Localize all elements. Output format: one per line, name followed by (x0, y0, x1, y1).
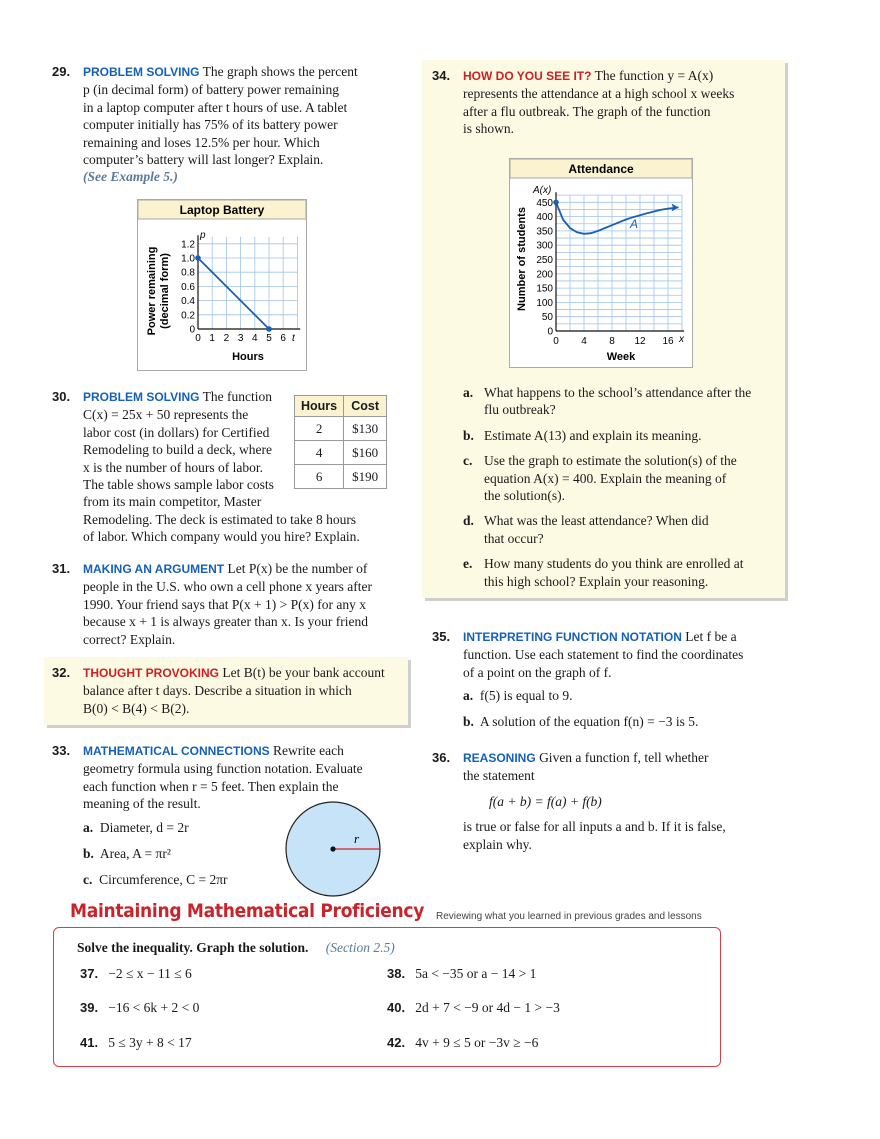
problem-29-text (52, 63, 392, 186)
y-tick-label: 150 (536, 283, 553, 295)
section-link[interactable]: (Section 2.5) (325, 940, 395, 955)
mmp-subtitle: Reviewing what you learned in previous grades and lessons (436, 911, 702, 922)
y-tick-label: 1.0 (181, 253, 195, 265)
curve-label: A (630, 217, 639, 231)
text-line: remaining and loses 12.5% per hour. Which (83, 134, 320, 150)
problem-34-text (432, 67, 777, 138)
y-tick-label: 100 (536, 297, 553, 309)
y-variable-label: p (200, 230, 206, 241)
y-tick-label: 0.4 (181, 296, 195, 308)
text-line: flu outbreak? (484, 402, 556, 418)
table-cell: $190 (344, 465, 387, 489)
laptop-battery-graph (137, 199, 307, 371)
table-cell: 4 (295, 441, 344, 465)
inequality-text: 5a < −35 or a − 14 > 1 (415, 966, 537, 981)
graph-title: Laptop Battery (179, 203, 265, 217)
problem-number: 34. (432, 68, 451, 83)
y-axis-label-line2: (decimal form) (159, 253, 171, 329)
table-header: Hours (295, 396, 344, 417)
problem-32-text (52, 664, 409, 717)
data-point (195, 255, 201, 261)
text-line: each function when r = 5 feet. Then explain the (83, 778, 339, 794)
text-line: p (in decimal form) of battery power remaining (83, 82, 340, 98)
mmp-problem-37 (80, 966, 192, 982)
x-tick-label: 8 (609, 336, 615, 347)
problem-32-box (44, 657, 408, 725)
text-line: Given a function f, tell whether (539, 750, 709, 765)
y-tick-label: 0.6 (181, 281, 195, 293)
text-line: is shown. (463, 121, 515, 137)
problem-34-item-d (463, 512, 783, 547)
problem-number: 29. (52, 64, 71, 79)
item-text: Diameter, d = 2r (99, 820, 189, 835)
text-line: The graph shows the percent (202, 64, 358, 79)
problem-33-item-c (83, 872, 228, 888)
text-line: What happens to the school’s attendance after the (484, 385, 752, 400)
text-line: What was the least attendance? When did (484, 513, 709, 529)
see-example-link[interactable]: (See Example 5.) (83, 169, 178, 185)
problem-34-item-c (463, 452, 783, 504)
text-line: The function y = A(x) (594, 68, 714, 83)
text-line: computer initially has 75% of its battery power (83, 117, 338, 133)
problem-heading: HOW DO YOU SEE IT? (463, 69, 592, 83)
item-label: a. (83, 820, 94, 835)
item-label: b. (463, 427, 474, 443)
text-line: the statement (463, 768, 535, 784)
series-line (198, 258, 269, 329)
text-line: geometry formula using function notation. Evaluate (83, 761, 363, 777)
text-line: in a laptop computer after t hours of use. A tablet (83, 99, 348, 115)
text-line: The function (202, 389, 272, 404)
x-tick-label: 16 (662, 336, 674, 347)
y-variable-label: A(x) (533, 185, 552, 196)
mmp-problem-38 (387, 966, 536, 982)
inequality-text: 5 ≤ 3y + 8 < 17 (108, 1035, 192, 1050)
text-line: B(0) < B(4) < B(2). (83, 700, 190, 716)
item-label: b. (83, 846, 94, 861)
y-tick-label: 450 (536, 197, 553, 209)
text-line: How many students do you think are enrolled at (484, 556, 744, 572)
problem-34-item-a (463, 384, 783, 419)
y-tick-label: 0.2 (181, 310, 195, 322)
problem-number: 37. (80, 966, 99, 981)
inequality-text: 2d + 7 < −9 or 4d − 1 > −3 (415, 1000, 560, 1015)
inequality-text: 4v + 9 ≤ 5 or −3v ≥ −6 (415, 1035, 539, 1050)
battery-grid (198, 235, 300, 329)
text-line: Let B(t) be your bank account (222, 665, 385, 680)
problem-heading: THOUGHT PROVOKING (83, 666, 220, 680)
problem-heading: MATHEMATICAL CONNECTIONS (83, 744, 270, 758)
table-cell: $160 (344, 441, 387, 465)
center-point (330, 846, 335, 851)
text-line: because x + 1 is always greater than x. Is your friend (83, 614, 369, 630)
x-tick-label: 4 (581, 336, 587, 347)
problem-number: 32. (52, 665, 71, 680)
text-line: explain why. (463, 836, 532, 852)
mmp-instruction (77, 940, 395, 956)
text-line: Remodeling to build a deck, where (83, 442, 272, 458)
x-tick-label: 3 (237, 333, 244, 344)
x-variable-label: x (679, 334, 684, 345)
x-tick-label: 5 (266, 333, 272, 344)
laptop-battery-svg (138, 200, 306, 370)
problem-number: 35. (432, 629, 451, 644)
mmp-problem-41 (80, 1035, 192, 1051)
text-line: meaning of the result. (83, 796, 201, 812)
x-tick-label: 4 (252, 333, 258, 344)
problem-34 (432, 67, 777, 138)
problem-heading: PROBLEM SOLVING (83, 390, 200, 404)
text-line: computer’s battery will last longer? Explain. (83, 152, 324, 168)
text-line: C(x) = 25x + 50 represents the (83, 407, 249, 423)
problem-29 (52, 63, 392, 186)
y-tick-label: 250 (536, 255, 553, 266)
problem-heading: MAKING AN ARGUMENT (83, 562, 225, 576)
mmp-problem-40 (387, 1000, 560, 1016)
text-line: that occur? (484, 530, 544, 546)
text-line: represents the attendance at a high school x weeks (463, 86, 735, 102)
x-tick-label: 0 (553, 336, 559, 347)
series-line (556, 202, 679, 234)
text-line: of labor. Which company would you hire? Explain. (83, 529, 360, 545)
problem-number: 41. (80, 1035, 99, 1050)
table-header: Cost (344, 396, 387, 417)
mmp-title: Maintaining Mathematical Proficiency (70, 900, 425, 922)
item-label: e. (463, 556, 473, 572)
y-tick-label: 200 (536, 269, 553, 281)
problem-33-item-b (83, 846, 171, 862)
text-line: function. Use each statement to find the coordinates (463, 647, 744, 663)
text-line: Rewrite each (273, 743, 344, 758)
item-text: Area, A = πr² (99, 846, 171, 861)
x-tick-label: 0 (195, 333, 201, 344)
problem-number: 31. (52, 561, 71, 576)
problem-number: 38. (387, 966, 406, 981)
text-line: people in the U.S. who own a cell phone x years after (83, 579, 373, 595)
y-tick-label: 0 (547, 326, 553, 338)
y-axis-label: Number of students (516, 207, 528, 311)
text-line: after a flu outbreak. The graph of the function (463, 103, 711, 119)
problem-number: 33. (52, 743, 71, 758)
circle-diagram (283, 800, 383, 900)
item-label: c. (83, 872, 93, 887)
battery-series (195, 255, 272, 332)
text-line: Use the graph to estimate the solution(s) of the (484, 453, 737, 469)
x-tick-label: 2 (223, 333, 230, 344)
table-cell: 2 (295, 417, 344, 441)
attendance-grid (556, 192, 684, 331)
mmp-problem-42 (387, 1035, 538, 1051)
x-axis-label: Week (606, 351, 636, 363)
mmp-title-wrap (60, 900, 430, 922)
text-line: this high school? Explain your reasoning. (484, 573, 709, 589)
y-tick-label: 400 (536, 212, 553, 224)
y-tick-label: 0 (189, 324, 195, 336)
problem-number: 42. (387, 1035, 406, 1050)
text-line: from its main competitor, Master (83, 494, 262, 510)
x-variable-label: t (292, 333, 295, 344)
table-row (295, 465, 387, 489)
problem-35-item-a (463, 688, 572, 704)
y-tick-label: 50 (541, 312, 553, 324)
problem-36-text (432, 749, 777, 853)
text-line: the solution(s). (484, 488, 565, 504)
radius-label: r (354, 831, 360, 846)
data-point (266, 326, 272, 332)
text-line: 1990. Your friend says that P(x + 1) > P(x) for any x (83, 596, 366, 612)
item-text: A solution of the equation f(n) = −3 is 5. (479, 714, 699, 729)
item-label: a. (463, 385, 474, 400)
y-tick-label: 300 (536, 240, 553, 252)
text-line: correct? Explain. (83, 631, 176, 647)
problem-34-item-b (463, 427, 783, 444)
problem-number: 40. (387, 1000, 406, 1015)
x-tick-label: 12 (634, 336, 646, 347)
problem-31 (52, 560, 397, 648)
cost-table (294, 395, 387, 489)
text-line: labor cost (in dollars) for Certified (83, 424, 270, 440)
text-line: balance after t days. Describe a situation in which (83, 683, 352, 699)
problem-heading: INTERPRETING FUNCTION NOTATION (463, 630, 682, 644)
text-line: The table shows sample labor costs (83, 477, 274, 493)
table-row (295, 441, 387, 465)
item-label: b. (463, 714, 474, 729)
x-axis-label: Hours (232, 351, 264, 363)
text-line: x is the number of hours of labor. (83, 459, 263, 475)
y-tick-label: 1.2 (181, 239, 195, 251)
item-text: f(5) is equal to 9. (479, 688, 573, 703)
x-tick-label: 1 (209, 333, 215, 344)
item-label: c. (463, 453, 473, 469)
equation: f(a + b) = f(a) + f(b) (489, 793, 602, 809)
problem-number: 36. (432, 750, 451, 765)
text-line: Let P(x) be the number of (227, 561, 368, 576)
problem-heading: PROBLEM SOLVING (83, 65, 200, 79)
attendance-graph (509, 158, 693, 368)
text-line: Estimate A(13) and explain its meaning. (484, 427, 702, 443)
problem-35-text (432, 628, 777, 681)
problem-34-items (463, 384, 783, 590)
table-header-row (295, 396, 387, 417)
graph-title: Attendance (568, 162, 634, 176)
problem-31-text (52, 560, 397, 648)
inequality-text: −2 ≤ x − 11 ≤ 6 (108, 966, 192, 981)
text-line: equation A(x) = 400. Explain the meaning of (484, 470, 727, 486)
attendance-ticks (536, 198, 674, 347)
instruction-text: Solve the inequality. Graph the solution. (77, 940, 309, 955)
y-axis-label-line1: Power remaining (146, 246, 158, 336)
x-tick-label: 6 (280, 333, 286, 344)
text-line: is true or false for all inputs a and b. If it is false, (463, 819, 726, 835)
item-label: a. (463, 688, 474, 703)
mmp-problem-39 (80, 1000, 199, 1016)
table-cell: 6 (295, 465, 344, 489)
problem-34-item-e (463, 555, 783, 590)
problem-heading: REASONING (463, 751, 536, 765)
text-line: of a point on the graph of f. (463, 664, 612, 680)
table-cell: $130 (344, 417, 387, 441)
item-label: d. (463, 513, 474, 529)
data-point (553, 200, 559, 206)
problem-36 (432, 749, 777, 853)
problem-number: 39. (80, 1000, 99, 1015)
text-line: Let f be a (685, 629, 737, 644)
y-tick-label: 350 (536, 226, 553, 238)
inequality-text: −16 < 6k + 2 < 0 (108, 1000, 200, 1015)
text-line: Remodeling. The deck is estimated to take 8 hours (83, 511, 357, 527)
item-text: Circumference, C = 2πr (99, 872, 228, 887)
cost-table-wrap (294, 395, 387, 489)
problem-number: 30. (52, 389, 71, 404)
y-tick-label: 0.8 (181, 267, 195, 279)
problem-35-item-b (463, 714, 698, 730)
problem-33-item-a (83, 820, 189, 836)
attendance-svg (510, 159, 692, 367)
table-row (295, 417, 387, 441)
problem-35 (432, 628, 777, 729)
